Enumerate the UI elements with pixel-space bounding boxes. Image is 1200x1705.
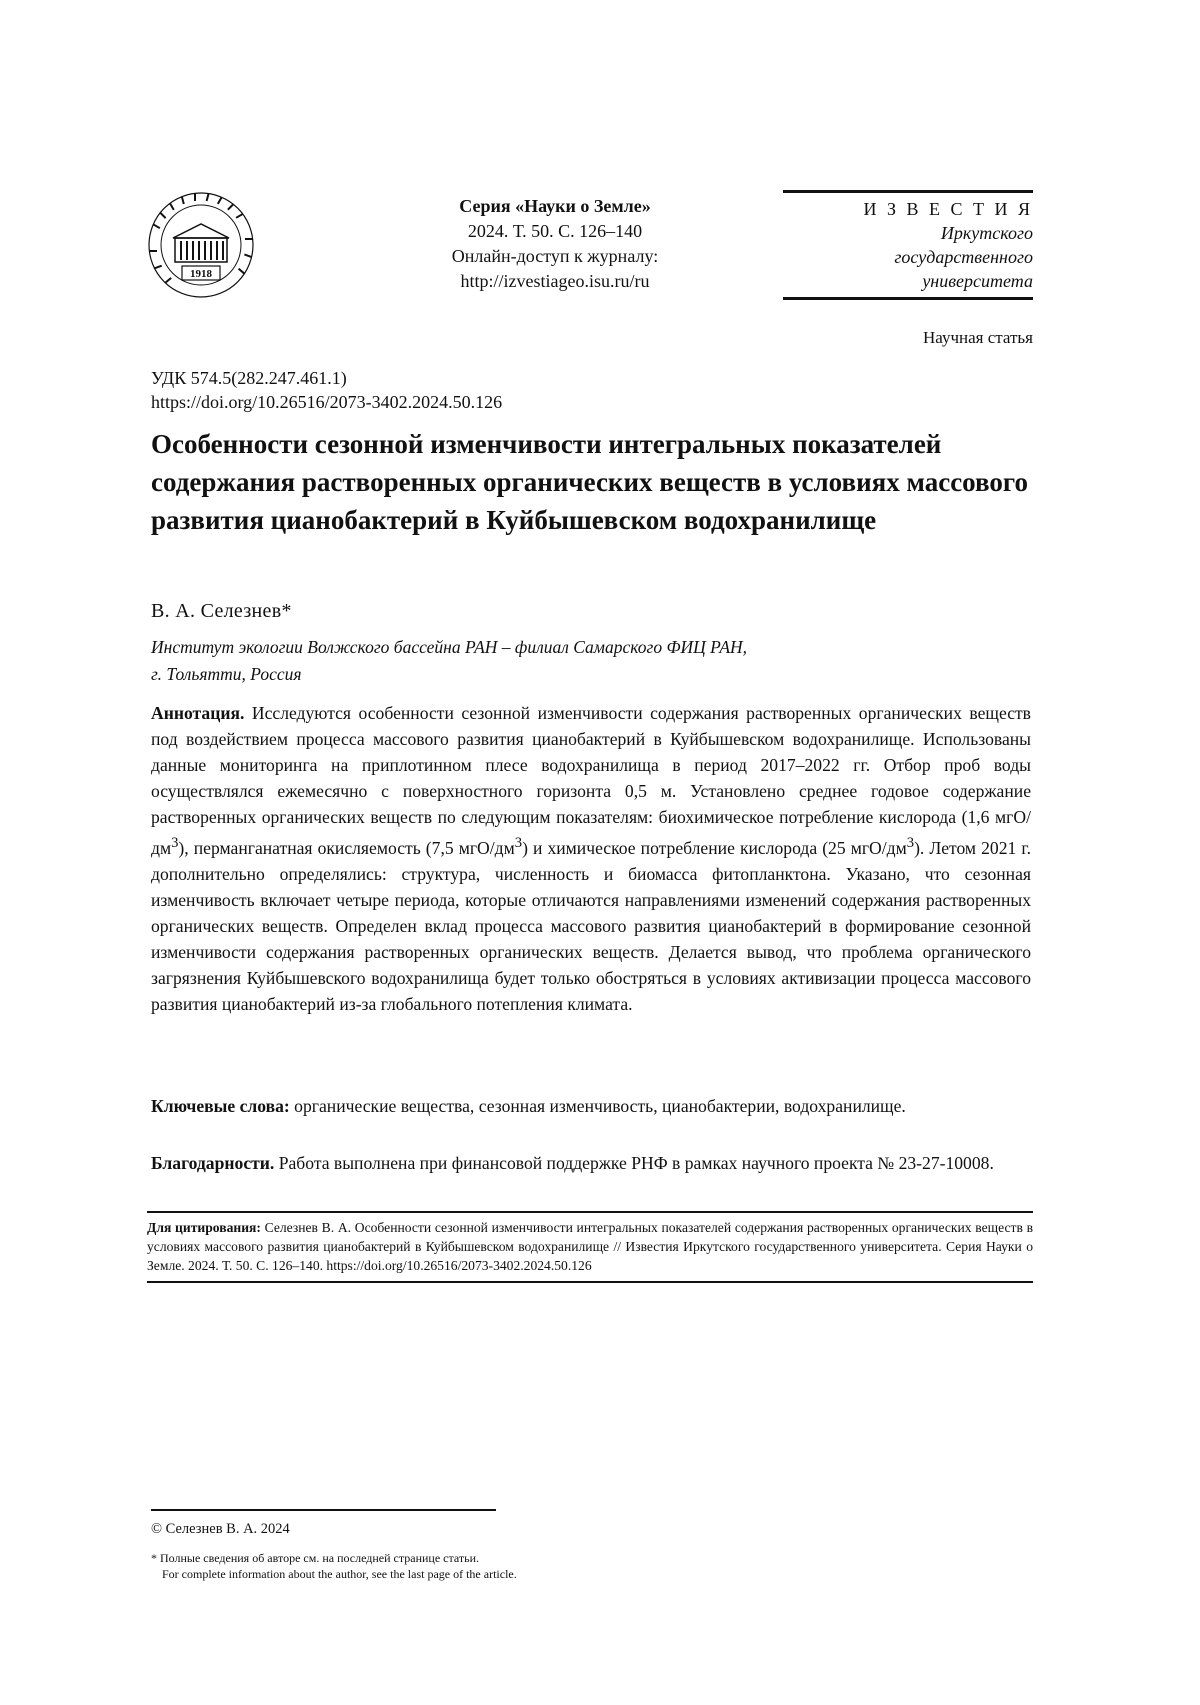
acknowledgements: [151, 1150, 1031, 1176]
author-name: В. А. Селезнев*: [151, 600, 292, 622]
abstract-sup-2: 3: [514, 835, 523, 851]
journal-name-line3: государственного: [894, 247, 1033, 267]
abstract-text-1: Исследуются особенности сезонной изменчивости содержания растворенных органических веществ под воздействием процесса массового развития цианобактерий в Куйбышевском водохранилище. Использованы данные мониторинга на приплотинном плесе водохранилища в период 2017–2022 гг. Отбор проб воды осуществлялся ежемесячно с поверхностного горизонта 0,5 м. Установлено среднее годовое содержание растворенных органических веществ по следующим показателям: биохимическое потребление кислорода (1,6 мгО/дм: [151, 703, 1031, 858]
author-affiliation: [151, 634, 1031, 688]
acknowledgements-text: Работа выполнена при финансовой поддержке РНФ в рамках научного проекта № 23-27-10008.: [274, 1153, 994, 1173]
keywords-text: органические вещества, сезонная изменчивость, цианобактерии, водохранилище.: [289, 1096, 906, 1116]
abstract-text-4: ). Летом 2021 г. дополнительно определялись: структура, численность и биомасса фитопланктона. Указано, что сезонная изменчивость включает четыре периода, которые отличаются направлениями изменений содержания растворенных органических веществ. Определен вклад процесса массового развития цианобактерий в формирование сезонной изменчивости содержания растворенных органических веществ. Делается вывод, что проблема органического загрязнения Куйбышевского водохранилища будет только обостряться в условиях активизации процесса массового развития цианобактерий из-за глобального потепления климата.: [151, 837, 1032, 1014]
footnote-ru: * Полные сведения об авторе см. на последней странице статьи.: [151, 1551, 480, 1565]
journal-masthead: [783, 190, 1033, 300]
acknowledgements-label: Благодарности.: [151, 1153, 275, 1173]
series-access-label: Онлайн-доступ к журналу:: [451, 246, 659, 266]
abstract-label: Аннотация.: [151, 703, 245, 723]
series-info: [420, 194, 690, 294]
keywords: [151, 1093, 1031, 1119]
series-url-link[interactable]: http://izvestiageo.isu.ru/ru: [460, 271, 650, 291]
article-type: Научная статья: [922, 328, 1033, 347]
series-issue: 2024. Т. 50. С. 126–140: [467, 221, 643, 241]
identifiers: [151, 366, 502, 414]
footnote-rule: [151, 1509, 496, 1511]
abstract-sup-3: 3: [906, 835, 915, 851]
citation-text: Селезнев В. А. Особенности сезонной изменчивости интегральных показателей содержания растворенных органических веществ в условиях массового развития цианобактерий в Куйбышевском водохранилище // Известия Иркутского государственного университета. Серия Науки о Земле. 2024. Т. 50. С. 126–140. https://doi.org/10.26516/2073-3402.2024.50.126: [147, 1220, 1033, 1273]
journal-name-line4: университета: [922, 271, 1033, 291]
article-title: Особенности сезонной изменчивости интегральных показателей содержания растворенных органических веществ в условиях массового развития цианобактерий в Куйбышевском водохранилище: [151, 429, 1028, 535]
series-title: Серия «Науки о Земле»: [459, 196, 651, 216]
abstract: [151, 700, 1031, 1017]
affiliation-line1: Институт экологии Волжского бассейна РАН – филиал Самарского ФИЦ РАН,: [151, 637, 748, 657]
citation-label: Для цитирования:: [147, 1220, 261, 1235]
keywords-label: Ключевые слова:: [151, 1096, 290, 1116]
journal-name-line2: Иркутского: [940, 223, 1033, 243]
journal-name-line1: И З В Е С Т И Я: [863, 199, 1033, 219]
udk-code: УДК 574.5(282.247.461.1): [151, 368, 347, 388]
footnotes: [151, 1550, 517, 1582]
abstract-sup-1: 3: [171, 835, 179, 851]
footnote-en: For complete information about the author, see the last page of the article.: [162, 1567, 517, 1581]
abstract-text-2: ), перманганатная окисляемость (7,5 мгО/дм: [178, 837, 515, 858]
doi-link[interactable]: https://doi.org/10.26516/2073-3402.2024.50.126: [151, 392, 503, 412]
university-seal-logo: [146, 190, 256, 300]
copyright: © Селезнев В. А. 2024: [151, 1521, 290, 1537]
logo-year: 1918: [190, 268, 212, 280]
affiliation-line2: г. Тольятти, Россия: [151, 664, 302, 684]
abstract-text-3: ) и химическое потребление кислорода (25 мгО/дм: [522, 837, 907, 858]
masthead-bottom-rule: [783, 297, 1033, 300]
citation-box: [147, 1211, 1033, 1283]
